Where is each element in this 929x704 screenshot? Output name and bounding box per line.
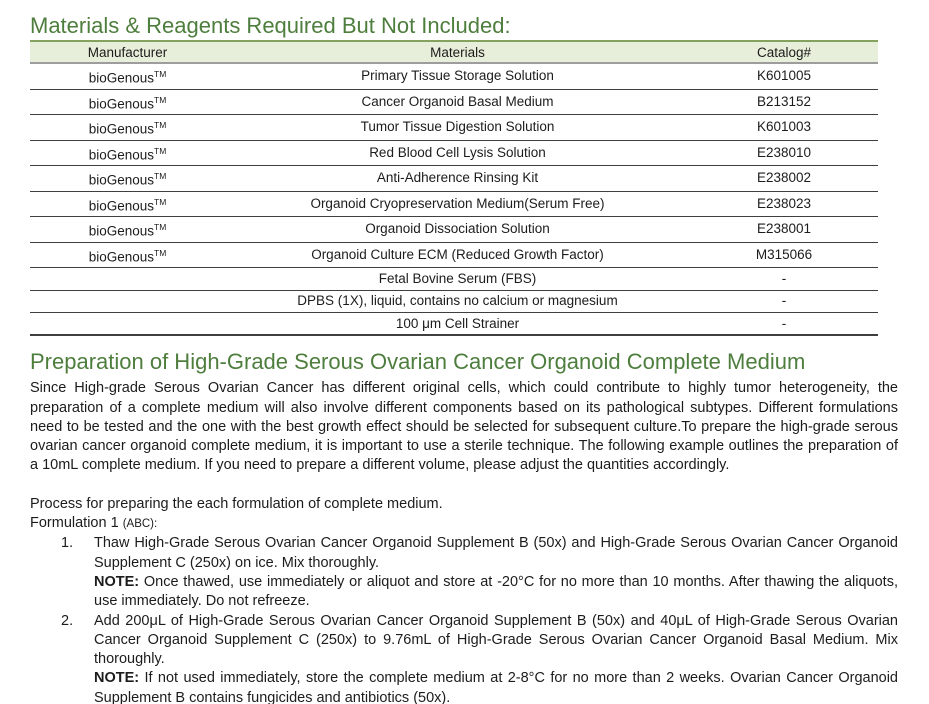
- cell-manufacturer: bioGenous™: [88, 145, 167, 162]
- cell-material: DPBS (1X), liquid, contains no calcium or magnesium: [297, 293, 618, 309]
- cell-manufacturer: [30, 313, 225, 336]
- table-row: [30, 217, 878, 243]
- formulation-label: Formulation 1: [30, 515, 123, 532]
- cell-material: Primary Tissue Storage Solution: [361, 68, 554, 84]
- tm-superscript: TM: [154, 69, 167, 79]
- table-row: [30, 166, 878, 192]
- note-label: NOTE:: [94, 670, 140, 687]
- materials-table-body: [30, 63, 878, 335]
- cell-catalog: M315066: [755, 246, 813, 262]
- cell-manufacturer: bioGenous™: [88, 171, 167, 188]
- cell-manufacturer: bioGenous™: [88, 120, 167, 137]
- materials-table: [30, 40, 878, 336]
- cell-manufacturer: bioGenous™: [88, 69, 167, 86]
- cell-material: 100 μm Cell Strainer: [395, 315, 520, 331]
- table-row: [30, 140, 878, 166]
- step-number: 1.: [61, 535, 74, 552]
- tm-superscript: TM: [154, 171, 167, 181]
- cell-catalog: K601005: [756, 68, 812, 84]
- cell-catalog: K601003: [756, 119, 812, 135]
- table-row: [30, 89, 878, 115]
- step-note: NOTE: Once thawed, use immediately or aliquot and store at -20°C for no more than 10 months. After thawing the aliquots, use immediately. Do not refreeze.: [94, 573, 898, 610]
- table-row: [30, 268, 878, 291]
- cell-manufacturer: bioGenous™: [88, 94, 167, 111]
- cell-catalog: E238001: [756, 221, 812, 237]
- cell-manufacturer: bioGenous™: [88, 222, 167, 239]
- materials-section-title: Materials & Reagents Required But Not Included:: [30, 13, 511, 38]
- preparation-intro-paragraph: Since High-grade Serous Ovarian Cancer has different original cells, which could contribute to highly tumor heterogeneity, the preparation of a complete medium will also involve different components based on its pathological subtypes. Different formulations need to be tested and the one with the best growth effect should be selected for subsequent culture.To prepare the high-grade serous ovarian cancer organoid complete medium, it is important to use a sterile technique. The following example outlines the preparation of a 10mL complete medium. If you need to prepare a different volume, please adjust the quantities accordingly.: [30, 380, 898, 474]
- cell-material: Organoid Culture ECM (Reduced Growth Factor): [311, 246, 604, 262]
- column-header-materials: Materials: [430, 44, 485, 60]
- table-row: [30, 115, 878, 141]
- materials-table-header-row: [30, 41, 878, 63]
- cell-material: Anti-Adherence Rinsing Kit: [376, 170, 539, 186]
- column-header-catalog: Catalog#: [756, 44, 812, 60]
- tm-superscript: TM: [154, 145, 167, 156]
- step-body: [94, 534, 898, 611]
- cell-material: Organoid Cryopreservation Medium(Serum Free): [310, 195, 605, 211]
- note-label: NOTE:: [94, 573, 140, 590]
- cell-catalog: B213152: [756, 93, 812, 109]
- cell-material: Fetal Bovine Serum (FBS): [378, 270, 537, 286]
- cell-manufacturer: [30, 290, 225, 313]
- tm-superscript: TM: [154, 247, 167, 258]
- cell-manufacturer: bioGenous™: [88, 247, 167, 264]
- table-row: [30, 290, 878, 313]
- cell-manufacturer: bioGenous™: [88, 196, 167, 213]
- preparation-section-title: Preparation of High-Grade Serous Ovarian Cancer Organoid Complete Medium: [30, 349, 806, 375]
- table-row: [30, 191, 878, 217]
- cell-material: Tumor Tissue Digestion Solution: [360, 119, 555, 135]
- tm-superscript: TM: [154, 94, 167, 105]
- cell-material: Red Blood Cell Lysis Solution: [369, 144, 546, 160]
- formulation-suffix: (ABC):: [122, 518, 158, 531]
- process-line: Process for preparing the each formulation of complete medium.: [30, 495, 443, 512]
- cell-catalog: -: [781, 315, 787, 331]
- cell-catalog: E238010: [756, 144, 812, 160]
- table-row: [30, 242, 878, 268]
- column-header-manufacturer: Manufacturer: [87, 44, 168, 60]
- step-number: 2.: [61, 612, 74, 629]
- table-row: [30, 63, 878, 89]
- step-text: Thaw High-Grade Serous Ovarian Cancer Organoid Supplement B (50x) and High-Grade Serous Ovarian Cancer Organoid Supplement C (250x) on ice. Mix thoroughly.: [94, 535, 898, 571]
- cell-catalog: -: [781, 270, 787, 286]
- steps-list: [61, 534, 898, 704]
- cell-material: Cancer Organoid Basal Medium: [361, 93, 554, 109]
- cell-manufacturer: [30, 268, 225, 291]
- cell-catalog: E238002: [756, 170, 812, 186]
- tm-superscript: TM: [154, 196, 167, 207]
- table-row: [30, 313, 878, 336]
- cell-catalog: E238023: [756, 195, 812, 211]
- formulation-line: [30, 514, 898, 534]
- list-item: [61, 534, 898, 611]
- list-item: [61, 612, 898, 704]
- tm-superscript: TM: [154, 222, 167, 232]
- step-body: [94, 612, 898, 704]
- step-note: NOTE: If not used immediately, store the complete medium at 2-8°C for no more than 2 weeks. Ovarian Cancer Organoid Supplement B contains fungicides and antibiotics (50x).: [94, 670, 898, 704]
- step-text: Add 200μL of High-Grade Serous Ovarian Cancer Organoid Supplement B (50x) and 40μL of High-Grade Serous Ovarian Cancer Organoid Supplement C (250x) to 9.76mL of High-Grade Serous Ovarian Cancer Organoid Basal Medium. Mix thoroughly.: [94, 612, 898, 668]
- tm-superscript: TM: [154, 120, 167, 130]
- cell-material: Organoid Dissociation Solution: [365, 221, 550, 237]
- cell-catalog: -: [781, 293, 787, 309]
